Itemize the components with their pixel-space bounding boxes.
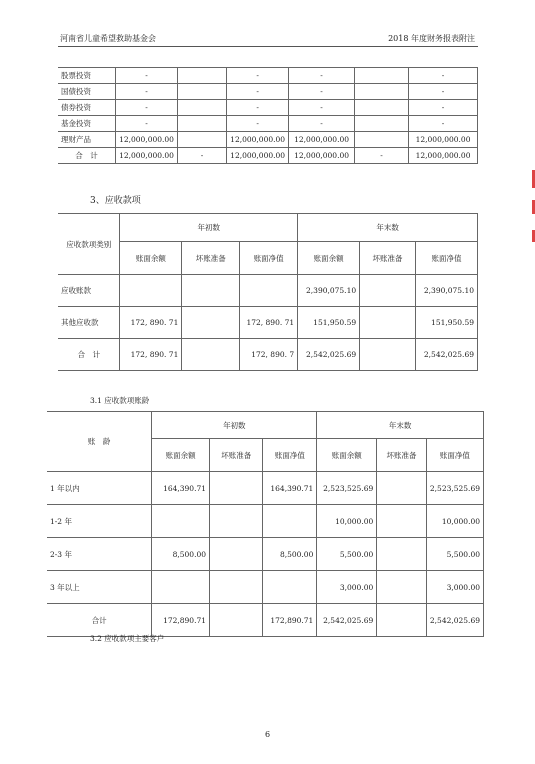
cell-value (177, 68, 226, 84)
row-label: 1 年以内 (47, 472, 152, 505)
cell-value (182, 275, 240, 307)
group-begin: 年初数 (152, 412, 317, 439)
cell-value (177, 100, 226, 116)
investment-table (58, 67, 478, 164)
col-header: 账面净值 (415, 242, 477, 275)
row-label: 其他应收款 (58, 307, 120, 339)
cell-value: - (289, 116, 355, 132)
cell-value: - (227, 116, 289, 132)
cell-value (377, 472, 427, 505)
cell-value (177, 132, 226, 148)
table-row (58, 339, 478, 371)
cell-value (355, 132, 409, 148)
cell-value (120, 275, 182, 307)
col-header: 坏账准备 (182, 242, 240, 275)
cell-value: 8,500.00 (152, 538, 210, 571)
receivables-aging-table (47, 411, 484, 637)
cell-value (377, 571, 427, 604)
cell-value: - (409, 84, 478, 100)
cell-value: 2,523,525.69 (426, 472, 483, 505)
row-label: 2-3 年 (47, 538, 152, 571)
table-row (47, 604, 484, 637)
row-label: 合 计 (58, 148, 116, 164)
col-header: 坏账准备 (210, 439, 263, 472)
table-row (58, 307, 478, 339)
cell-value (263, 571, 317, 604)
cell-value: 151,950.59 (298, 307, 360, 339)
cell-value: 2,390,075.10 (415, 275, 477, 307)
cell-value (152, 505, 210, 538)
cell-value (152, 571, 210, 604)
section-title-aging: 3.1 应收款项账龄 (90, 396, 150, 405)
cell-value: - (289, 68, 355, 84)
row-label: 1-2 年 (47, 505, 152, 538)
cell-value: 12,000,000.00 (116, 132, 178, 148)
cell-value: 2,542,025.69 (298, 339, 360, 371)
row-label: 股票投资 (58, 68, 116, 84)
corner-label: 账 龄 (47, 412, 152, 472)
col-header: 账面余额 (298, 242, 360, 275)
cell-value: 12,000,000.00 (227, 132, 289, 148)
cell-value (210, 604, 263, 637)
section-title-customers: 3.2 应收款项主要客户 (90, 634, 165, 643)
cell-value: - (116, 84, 178, 100)
col-header: 坏账准备 (360, 242, 416, 275)
cell-value (377, 538, 427, 571)
cell-value: 8,500.00 (263, 538, 317, 571)
cell-value: 5,500.00 (317, 538, 377, 571)
row-label: 合计 (47, 604, 152, 637)
row-label: 合 计 (58, 339, 120, 371)
corner-label: 应收款项类别 (58, 214, 120, 275)
cell-value: 172,890.71 (152, 604, 210, 637)
cell-value: 10,000.00 (426, 505, 483, 538)
cell-value: 3,000.00 (426, 571, 483, 604)
cell-value: 2,523,525.69 (317, 472, 377, 505)
table-row (58, 116, 478, 132)
section-title-receivables: 3、应收款项 (90, 196, 141, 206)
row-label: 3 年以上 (47, 571, 152, 604)
row-label: 理财产品 (58, 132, 116, 148)
row-label: 基金投资 (58, 116, 116, 132)
cell-value: - (409, 116, 478, 132)
cell-value (355, 68, 409, 84)
cell-value: - (289, 84, 355, 100)
cell-value: - (227, 84, 289, 100)
cell-value (182, 307, 240, 339)
col-header: 账面净值 (263, 439, 317, 472)
cell-value: 2,390,075.10 (298, 275, 360, 307)
col-header: 账面余额 (120, 242, 182, 275)
cell-value (377, 505, 427, 538)
cell-value: 12,000,000.00 (227, 148, 289, 164)
cell-value: 172, 890. 7 (240, 339, 298, 371)
report-title: 2018 年度财务报表附注 (388, 34, 475, 43)
table-row (58, 132, 478, 148)
page-header (60, 33, 475, 45)
cell-value (377, 604, 427, 637)
cell-value: - (409, 100, 478, 116)
cell-value: - (116, 100, 178, 116)
table-row (58, 68, 478, 84)
group-begin: 年初数 (120, 214, 298, 242)
cell-value (240, 275, 298, 307)
row-label: 债券投资 (58, 100, 116, 116)
cell-value: - (227, 100, 289, 116)
cell-value (182, 339, 240, 371)
cell-value: 172, 890. 71 (120, 307, 182, 339)
cell-value: 10,000.00 (317, 505, 377, 538)
cell-value: 12,000,000.00 (289, 132, 355, 148)
col-header: 账面余额 (152, 439, 210, 472)
page-number: 6 (264, 730, 271, 739)
cell-value (210, 472, 263, 505)
cell-value (360, 339, 416, 371)
cell-value (355, 116, 409, 132)
receivables-category-table (58, 213, 478, 371)
table-row (58, 84, 478, 100)
cell-value (210, 505, 263, 538)
cell-value: 5,500.00 (426, 538, 483, 571)
table-row (47, 571, 484, 604)
table-row (47, 505, 484, 538)
group-end: 年末数 (317, 412, 484, 439)
cell-value (210, 571, 263, 604)
col-header: 账面净值 (240, 242, 298, 275)
cell-value: - (116, 116, 178, 132)
header-rule (58, 46, 478, 47)
cell-value (210, 538, 263, 571)
table-row (47, 538, 484, 571)
cell-value: 12,000,000.00 (289, 148, 355, 164)
cell-value: 172, 890. 71 (120, 339, 182, 371)
table-row (58, 100, 478, 116)
cell-value: 12,000,000.00 (409, 132, 478, 148)
cell-value (355, 100, 409, 116)
table-row (58, 148, 478, 164)
cell-value: - (355, 148, 409, 164)
group-end: 年末数 (298, 214, 478, 242)
col-header: 账面余额 (317, 439, 377, 472)
cell-value: 12,000,000.00 (116, 148, 178, 164)
cell-value: - (116, 68, 178, 84)
cell-value: 172, 890. 71 (240, 307, 298, 339)
cell-value: - (409, 68, 478, 84)
cell-value (355, 84, 409, 100)
row-label: 应收账款 (58, 275, 120, 307)
cell-value: 2,542,025.69 (317, 604, 377, 637)
cell-value: 3,000.00 (317, 571, 377, 604)
cell-value: - (227, 68, 289, 84)
cell-value: 12,000,000.00 (409, 148, 478, 164)
col-header: 账面净值 (426, 439, 483, 472)
cell-value (177, 116, 226, 132)
row-label: 国债投资 (58, 84, 116, 100)
org-name: 河南省儿童希望救助基金会 (60, 34, 156, 43)
cell-value: 164,390.71 (152, 472, 210, 505)
cell-value (177, 84, 226, 100)
cell-value: 172,890.71 (263, 604, 317, 637)
cell-value: - (289, 100, 355, 116)
cell-value (263, 505, 317, 538)
cell-value: 164,390.71 (263, 472, 317, 505)
col-header: 坏账准备 (377, 439, 427, 472)
cell-value (360, 275, 416, 307)
table-row (58, 275, 478, 307)
cell-value: 2,542,025.69 (415, 339, 477, 371)
cell-value: 2,542,025.69 (426, 604, 483, 637)
table-row (47, 472, 484, 505)
cell-value (360, 307, 416, 339)
cell-value: 151,950.59 (415, 307, 477, 339)
cell-value: - (177, 148, 226, 164)
